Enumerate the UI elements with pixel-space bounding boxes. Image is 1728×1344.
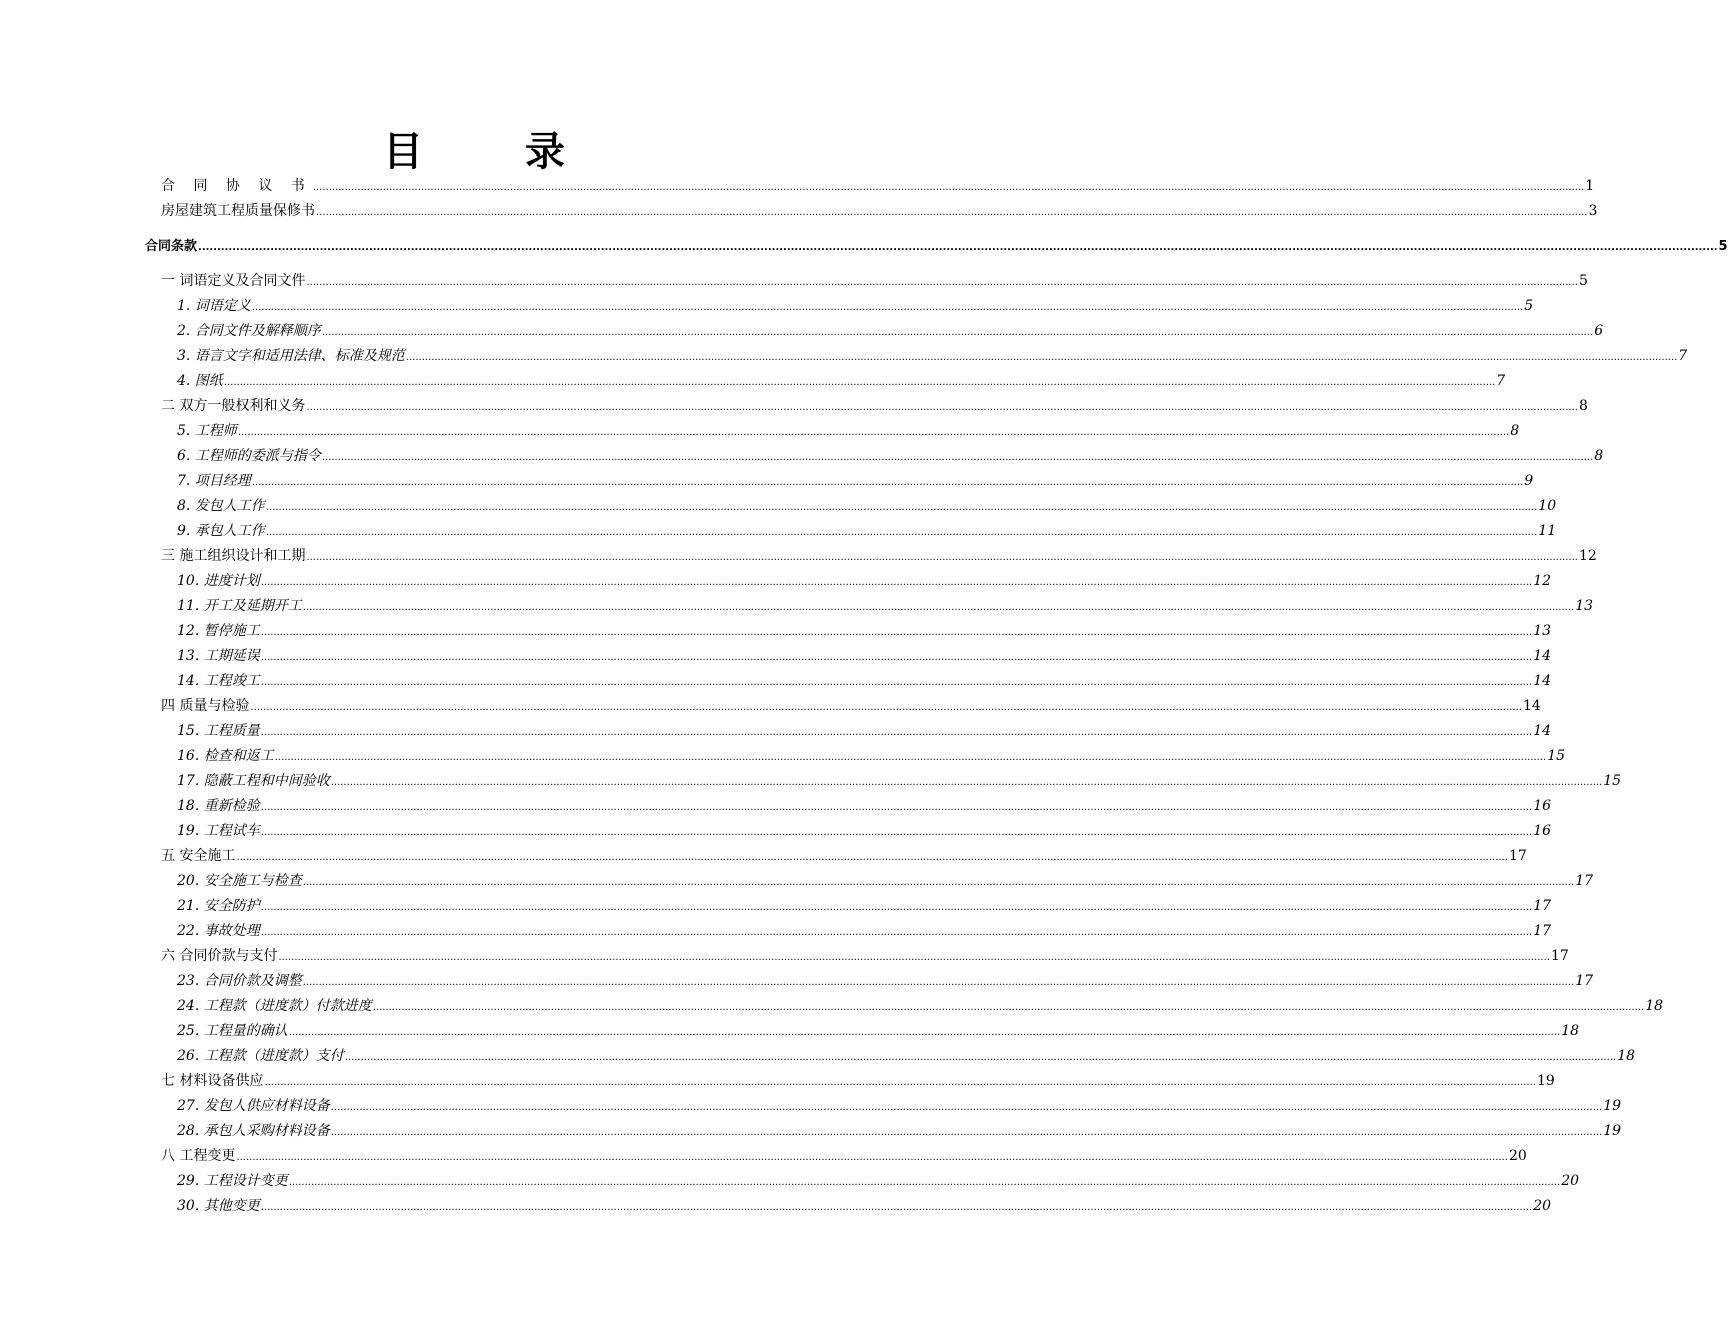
toc-entry[interactable] (0, 619, 1552, 644)
toc-leader-dots: ................................................................................................................................................................................................................................................................................................................................................................................................................ (251, 302, 1524, 313)
toc-entry-label: 房屋建筑工程质量保修书 (161, 203, 315, 219)
toc-entry[interactable] (0, 294, 1534, 319)
toc-entry-label: 17. 隐蔽工程和中间验收 (177, 773, 330, 789)
toc-entry-label: 合同条款 (145, 239, 198, 254)
toc-entry[interactable] (0, 174, 1595, 199)
toc-leader-dots: ................................................................................................................................................................................................................................................................................................................................................................................................................ (312, 182, 1585, 193)
toc-entry-page: 7 (1678, 348, 1688, 364)
toc-entry[interactable] (0, 844, 1527, 869)
toc-entry[interactable] (0, 319, 1604, 344)
toc-leader-dots: ................................................................................................................................................................................................................................................................................................................................................................................................................ (264, 1077, 1536, 1088)
toc-entry[interactable] (0, 569, 1552, 594)
toc-entry-label: 一 词语定义及合同文件 (161, 273, 306, 289)
toc-entry-page: 5 (1524, 298, 1534, 314)
toc-entry-label: 16. 检查和返工 (177, 748, 274, 764)
toc-entry-label: 12. 暂停施工 (177, 623, 260, 639)
toc-entry[interactable] (0, 669, 1552, 694)
toc-entry[interactable] (0, 344, 1688, 369)
toc-leader-dots: ................................................................................................................................................................................................................................................................................................................................................................................................................ (260, 727, 1533, 738)
toc-entry[interactable] (0, 494, 1557, 519)
toc-entry[interactable] (0, 819, 1552, 844)
toc-leader-dots: ................................................................................................................................................................................................................................................................................................................................................................................................................ (236, 852, 1508, 863)
toc-entry-label: 23. 合同价款及调整 (177, 973, 302, 989)
toc-entry[interactable] (0, 1194, 1552, 1219)
toc-leader-dots: ................................................................................................................................................................................................................................................................................................................................................................................................................ (260, 677, 1533, 688)
toc-leader-dots: ................................................................................................................................................................................................................................................................................................................................................................................................................ (330, 1102, 1603, 1113)
toc-entry-label: 3. 语言文字和适用法律、标准及规范 (177, 348, 405, 364)
toc-leader-dots: ................................................................................................................................................................................................................................................................................................................................................................................................................ (316, 207, 1588, 218)
toc-entry[interactable] (0, 519, 1557, 544)
toc-leader-dots: ................................................................................................................................................................................................................................................................................................................................................................................................................ (306, 552, 1578, 563)
toc-entry[interactable] (0, 769, 1622, 794)
toc-entry-label: 13. 工期延误 (177, 648, 260, 664)
toc-entry-page: 8 (1510, 423, 1520, 439)
toc-entry[interactable] (0, 944, 1569, 969)
toc-entry-label: 合 同 协 议 书 (161, 178, 312, 194)
toc-entry[interactable] (0, 369, 1506, 394)
toc-entry[interactable] (0, 1044, 1636, 1069)
toc-leader-dots: ................................................................................................................................................................................................................................................................................................................................................................................................................ (260, 652, 1533, 663)
toc-entry-page: 3 (1588, 203, 1598, 219)
toc-entry-label: 30. 其他变更 (177, 1198, 260, 1214)
toc-entry-label: 8. 发包人工作 (177, 498, 265, 514)
toc-entry-label: 10. 进度计划 (177, 573, 260, 589)
toc-leader-dots: ................................................................................................................................................................................................................................................................................................................................................................................................................ (288, 1027, 1561, 1038)
toc-entry-page: 14 (1533, 673, 1552, 689)
toc-leader-dots: ................................................................................................................................................................................................................................................................................................................................................................................................................ (344, 1052, 1617, 1063)
toc-entry-page: 16 (1533, 823, 1552, 839)
toc-entry-page: 17 (1508, 848, 1527, 864)
toc-entry-page: 12 (1578, 548, 1597, 564)
toc-entry-page: 13 (1533, 623, 1552, 639)
toc-leader-dots: ................................................................................................................................................................................................................................................................................................................................................................................................................ (260, 1202, 1533, 1213)
toc-entry[interactable] (0, 199, 1598, 224)
toc-entry[interactable] (0, 869, 1594, 894)
toc-entry-label: 25. 工程量的确认 (177, 1023, 288, 1039)
toc-entry-page: 17 (1575, 873, 1594, 889)
toc-entry[interactable] (0, 419, 1520, 444)
toc-entry-page: 18 (1561, 1023, 1580, 1039)
page-title (0, 127, 950, 177)
toc-entry-label: 29. 工程设计变更 (177, 1173, 288, 1189)
toc-leader-dots: ................................................................................................................................................................................................................................................................................................................................................................................................................ (330, 777, 1603, 788)
toc-entry-label: 26. 工程款（进度款）支付 (177, 1048, 344, 1064)
title-char-right: 录 (525, 129, 567, 175)
toc-entry-page: 20 (1533, 1198, 1552, 1214)
toc-entry[interactable] (0, 744, 1566, 769)
toc-entry[interactable] (0, 394, 1588, 419)
toc-entry[interactable] (0, 544, 1597, 569)
toc-entry[interactable] (0, 1094, 1622, 1119)
toc-entry-label: 六 合同价款与支付 (161, 948, 278, 964)
toc-leader-dots: ................................................................................................................................................................................................................................................................................................................................................................................................................ (260, 902, 1533, 913)
toc-entry-page: 11 (1538, 523, 1557, 539)
toc-entry-label: 24. 工程款（进度款）付款进度 (177, 998, 372, 1014)
toc-entry-label: 2. 合同文件及解释顺序 (177, 323, 321, 339)
toc-entry-label: 7. 项目经理 (177, 473, 251, 489)
toc-leader-dots: ................................................................................................................................................................................................................................................................................................................................................................................................................ (372, 1002, 1645, 1013)
toc-entry-page: 12 (1533, 573, 1552, 589)
toc-entry-page: 15 (1603, 773, 1622, 789)
toc-leader-dots: ................................................................................................................................................................................................................................................................................................................................................................................................................ (321, 327, 1594, 338)
toc-entry-page: 16 (1533, 798, 1552, 814)
toc-leader-dots: ................................................................................................................................................................................................................................................................................................................................................................................................................ (260, 627, 1533, 638)
toc-entry-page: 19 (1603, 1098, 1622, 1114)
toc-entry-label: 21. 安全防护 (177, 898, 260, 914)
toc-entry-page: 9 (1524, 473, 1534, 489)
toc-leader-dots: ................................................................................................................................................................................................................................................................................................................................................................................................................ (251, 477, 1524, 488)
toc-entry[interactable] (0, 994, 1664, 1019)
toc-leader-dots: ................................................................................................................................................................................................................................................................................................................................................................................................................ (302, 977, 1575, 988)
toc-entry-label: 20. 安全施工与检查 (177, 873, 302, 889)
toc-entry-label: 15. 工程质量 (177, 723, 260, 739)
toc-entry-page: 17 (1533, 923, 1552, 939)
toc-leader-dots: ................................................................................................................................................................................................................................................................................................................................................................................................................ (278, 952, 1550, 963)
toc-entry[interactable] (0, 719, 1552, 744)
toc-entry[interactable] (0, 1069, 1555, 1094)
toc-entry-page: 20 (1508, 1148, 1527, 1164)
toc-leader-dots: ................................................................................................................................................................................................................................................................................................................................................................................................................ (223, 377, 1496, 388)
toc-entry-label: 七 材料设备供应 (161, 1073, 264, 1089)
toc-entry-label: 22. 事故处理 (177, 923, 260, 939)
toc-entry-page: 10 (1538, 498, 1557, 514)
toc-leader-dots: ................................................................................................................................................................................................................................................................................................................................................................................................................ (260, 577, 1533, 588)
toc-entry-page: 7 (1496, 373, 1506, 389)
toc-entry[interactable] (0, 919, 1552, 944)
toc-leader-dots: ................................................................................................................................................................................................................................................................................................................................................................................................................ (260, 802, 1533, 813)
toc-leader-dots: ................................................................................................................................................................................................................................................................................................................................................................................................................ (321, 452, 1594, 463)
toc-entry-page: 15 (1547, 748, 1566, 764)
toc-entry-label: 6. 工程师的委派与指令 (177, 448, 321, 464)
toc-leader-dots: ................................................................................................................................................................................................................................................................................................................................................................................................................ (330, 1127, 1603, 1138)
toc-leader-dots: ................................................................................................................................................................................................................................................................................................................................................................................................................ (260, 827, 1533, 838)
toc-entry-page: 14 (1533, 723, 1552, 739)
toc-leader-dots: ................................................................................................................................................................................................................................................................................................................................................................................................................ (302, 877, 1575, 888)
toc-entry[interactable] (0, 894, 1552, 919)
toc-entry[interactable] (0, 444, 1604, 469)
toc-entry[interactable] (0, 1169, 1580, 1194)
toc-leader-dots: ................................................................................................................................................................................................................................................................................................................................................................................................................ (265, 527, 1538, 538)
toc-entry[interactable] (0, 469, 1534, 494)
toc-entry-page: 8 (1578, 398, 1588, 414)
toc-entry-page: 13 (1575, 598, 1594, 614)
toc-entry[interactable] (0, 1144, 1527, 1169)
toc-entry[interactable] (0, 269, 1588, 294)
toc-entry-label: 27. 发包人供应材料设备 (177, 1098, 330, 1114)
toc-entry-label: 五 安全施工 (161, 848, 236, 864)
toc-entry-page: 5 (1718, 239, 1728, 254)
toc-entry[interactable] (0, 1119, 1622, 1144)
toc-leader-dots: ................................................................................................................................................................................................................................................................................................................................................................................................................ (306, 277, 1578, 288)
toc-leader-dots: ................................................................................................................................................................................................................................................................................................................................................................................................................ (405, 352, 1678, 363)
toc-entry[interactable] (0, 794, 1552, 819)
toc-leader-dots: ................................................................................................................................................................................................................................................................................................................................................................................................................ (265, 502, 1538, 513)
toc-entry-label: 28. 承包人采购材料设备 (177, 1123, 330, 1139)
toc-entry-page: 18 (1617, 1048, 1636, 1064)
toc-leader-dots: ................................................................................................................................................................................................................................................................................................................................................................................................................ (260, 927, 1533, 938)
toc-entry-label: 二 双方一般权利和义务 (161, 398, 306, 414)
toc-entry-page: 20 (1561, 1173, 1580, 1189)
toc-entry-label: 9. 承包人工作 (177, 523, 265, 539)
toc-leader-dots: ................................................................................................................................................................................................................................................................................................................................................................................................................ (306, 402, 1578, 413)
toc-leader-dots: ................................................................................................................................................................................................................................................................................................................................................................................................................ (250, 702, 1522, 713)
toc-entry-label: 5. 工程师 (177, 423, 237, 439)
toc-entry-label: 四 质量与检验 (161, 698, 250, 714)
title-char-left: 目 (383, 129, 425, 175)
toc-entry-page: 6 (1594, 323, 1604, 339)
toc-entry-label: 11. 开工及延期开工 (177, 598, 302, 614)
toc-leader-dots: ................................................................................................................................................................................................................................................................................................................................................................................................................ (274, 752, 1547, 763)
toc-entry-label: 18. 重新检验 (177, 798, 260, 814)
toc-entry-page: 18 (1645, 998, 1664, 1014)
toc-leader-dots: ................................................................................................................................................................................................................................................................................................................................................................................................................ (237, 427, 1510, 438)
toc-entry-page: 8 (1594, 448, 1604, 464)
toc-entry[interactable] (0, 694, 1541, 719)
table-of-contents (0, 174, 1728, 1219)
toc-entry-label: 三 施工组织设计和工期 (161, 548, 306, 564)
toc-entry-page: 5 (1578, 273, 1588, 289)
toc-entry-page: 14 (1533, 648, 1552, 664)
toc-entry-page: 17 (1575, 973, 1594, 989)
toc-entry-page: 17 (1550, 948, 1569, 964)
toc-entry[interactable] (0, 234, 1728, 259)
toc-entry-label: 19. 工程试车 (177, 823, 260, 839)
toc-entry[interactable] (0, 644, 1552, 669)
toc-entry-label: 14. 工程竣工 (177, 673, 260, 689)
toc-leader-dots: ................................................................................................................................................................................................................................................................................................................................................................................................................ (236, 1152, 1508, 1163)
toc-entry-label: 4. 图纸 (177, 373, 223, 389)
toc-leader-dots: ................................................................................................................................................................................................................................................................................................................................................................................................................ (198, 242, 1718, 253)
toc-entry[interactable] (0, 1019, 1580, 1044)
toc-leader-dots: ................................................................................................................................................................................................................................................................................................................................................................................................................ (302, 602, 1575, 613)
toc-entry-label: 1. 词语定义 (177, 298, 251, 314)
toc-leader-dots: ................................................................................................................................................................................................................................................................................................................................................................................................................ (288, 1177, 1561, 1188)
toc-entry-page: 19 (1536, 1073, 1555, 1089)
toc-entry[interactable] (0, 594, 1594, 619)
toc-entry-label: 八 工程变更 (161, 1148, 236, 1164)
toc-entry-page: 17 (1533, 898, 1552, 914)
toc-entry[interactable] (0, 969, 1594, 994)
toc-entry-page: 1 (1585, 178, 1595, 194)
toc-entry-page: 19 (1603, 1123, 1622, 1139)
toc-entry-page: 14 (1522, 698, 1541, 714)
